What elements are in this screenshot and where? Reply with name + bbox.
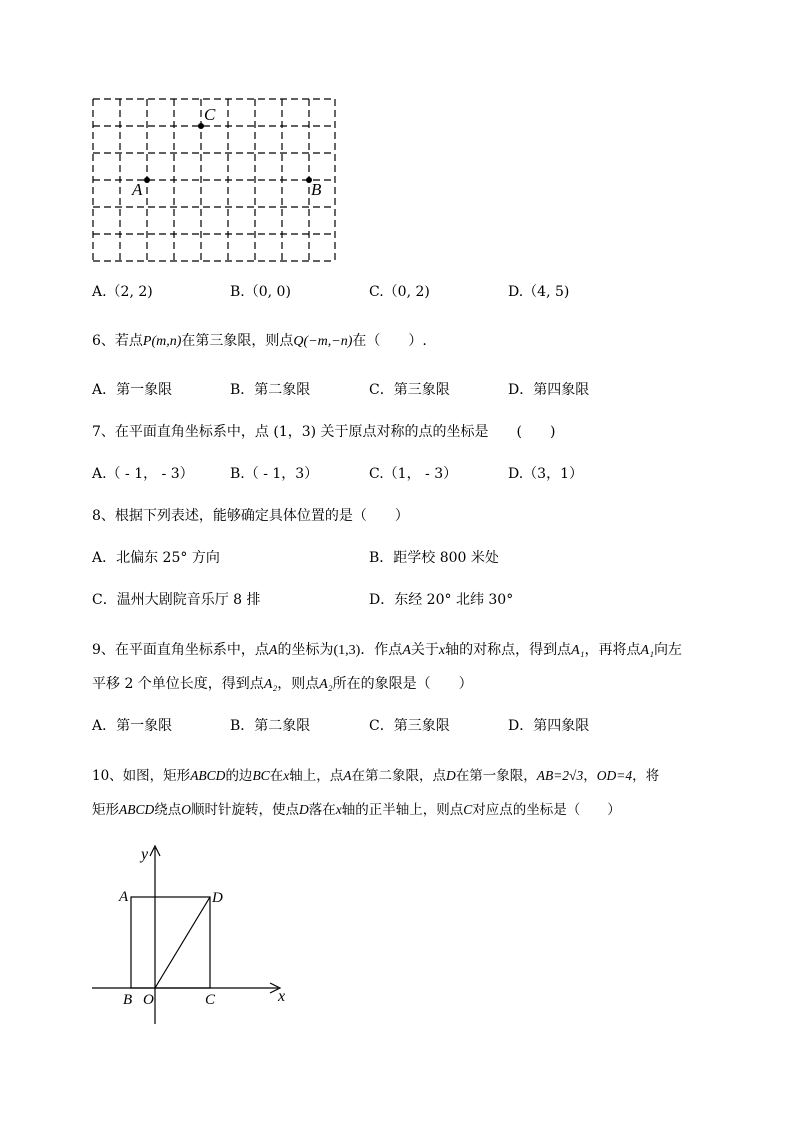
label-c: C: [205, 992, 216, 1008]
question-9-line-2: 平移 2 个单位长度，得到点A₂，则点A₂所在的象限是（ ）: [92, 676, 473, 692]
label-a: A: [132, 180, 143, 199]
point-a: [144, 177, 150, 183]
label-b: B: [123, 992, 133, 1008]
label-b: B: [311, 180, 322, 199]
q5-option-c: C.（0, 2): [369, 284, 430, 300]
q7-option-d: D.（3，1）: [508, 466, 583, 482]
axes-figure: [88, 840, 298, 1030]
q7-option-b: B.（ - 1，3）: [230, 466, 319, 482]
q9-option-d: D．第四象限: [508, 718, 590, 734]
axis-label-x: x: [278, 988, 286, 1005]
label-d: D: [212, 890, 223, 906]
q8-option-c: C．温州大剧院音乐厅 8 排: [92, 592, 261, 608]
question-8: 8、根据下列表述，能够确定具体位置的是（ ）: [92, 508, 409, 524]
q6-option-d: D．第四象限: [508, 382, 590, 398]
q9-option-b: B．第二象限: [230, 718, 311, 734]
axis-label-y: y: [141, 846, 149, 863]
question-10-line-2: 矩形ABCD绕点O顺时针旋转，使点D落在x轴的正半轴上，则点C对应点的坐标是（ ）: [92, 802, 621, 818]
question-6: 6、若点P(m,n)在第三象限，则点Q(−m,−n)在（ ）.: [92, 333, 427, 349]
label-c: C: [204, 105, 216, 124]
grid-figure: [88, 94, 344, 270]
q5-option-a: A.（2, 2): [92, 284, 153, 300]
q5-option-b: B.（0, 0): [230, 284, 291, 300]
q5-option-d: D.（4, 5): [508, 284, 570, 300]
question-7: 7、在平面直角坐标系中，点 (1，3) 关于原点对称的点的坐标是 ( ): [92, 424, 556, 440]
q9-option-c: C．第三象限: [369, 718, 450, 734]
q6-option-a: A．第一象限: [92, 382, 173, 398]
question-9-line-1: 9、在平面直角坐标系中，点A的坐标为(1,3)．作点A关于x轴的对称点，得到点A₁，再将点A₁向左: [92, 642, 682, 658]
label-a: A: [119, 889, 129, 905]
q9-option-a: A．第一象限: [92, 718, 173, 734]
q8-option-b: B．距学校 800 米处: [369, 550, 499, 566]
q8-option-d: D．东经 20° 北纬 30°: [369, 592, 514, 608]
q6-option-c: C．第三象限: [369, 382, 450, 398]
question-10-line-1: 10、如图，矩形ABCD的边BC在x轴上，点A在第二象限，点D在第一象限，AB=2√3，OD=4，将: [92, 768, 660, 784]
q8-option-a: A．北偏东 25° 方向: [92, 550, 220, 566]
q6-option-b: B．第二象限: [230, 382, 311, 398]
label-o: O: [143, 992, 154, 1008]
q7-option-a: A.（ - 1， - 3）: [92, 466, 194, 482]
q7-option-c: C.（1， - 3）: [369, 466, 458, 482]
